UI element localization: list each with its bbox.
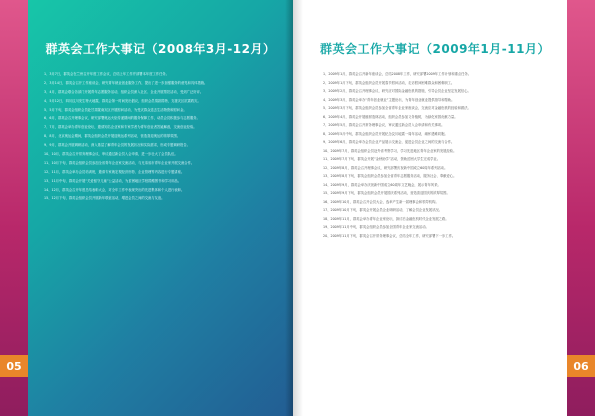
chronicle-entry: 8、8月，北京奥运会期间，群英会组织会员开展迎奥运系列活动，营造喜迎奥运的浓厚氛围。 — [44, 134, 181, 139]
chronicle-entry: 4、2009年3月，群英会举办“青年创业就业”主题论坛，为青年创业就业提供指导和帮助。 — [323, 97, 455, 102]
left-page-spine-shadow — [285, 0, 293, 416]
chronicle-entry: 6、6月，群英会召开理事会议，研究部署奥运火炬传递期间的服务保障工作，动员会员积极参与志愿服务。 — [44, 116, 200, 121]
right-side-strip — [567, 0, 595, 416]
chronicle-entry: 8、2009年5月中旬，群英会组织会员开展纪念汶川地震一周年活动，缅怀遇难同胞。 — [323, 131, 448, 136]
chronicle-entry: 1、3月7日，群英会在兰州召开年度工作会议，总结上年工作并部署本年度工作任务。 — [44, 72, 169, 76]
chronicle-entry: 18、2009年11月，群英会举办青年企业家论坛，探讨后金融危机时代企业发展之路。 — [323, 216, 449, 221]
chronicle-entry: 17、2009年10月下旬，群英会开展会员企业调研活动，了解会员企业发展状况。 — [323, 208, 442, 212]
chronicle-entry: 16、2009年10月，群英会召开会员大会，选举产生新一届理事会和领导机构。 — [323, 199, 439, 204]
chronicle-entry: 3、4月，群英会联合各部门开展青年志愿服务活动，组织会员深入社区、企业开展帮扶活动，受到广泛好评。 — [44, 89, 204, 94]
chronicle-entry: 6、2009年4月，群英会开展植树造林活动，组织会员参加义务植树，为绿化家园贡献力量。 — [323, 114, 458, 119]
left-page-entries — [38, 72, 278, 205]
left-page-title: 群英会工作大事记（2008年3月-12月） — [45, 42, 276, 56]
chronicle-entry: 12、11月，群英会举办会员培训班，邀请专家就宏观经济形势、企业管理等内容进行专题讲座。 — [44, 169, 185, 174]
chronicle-entry: 11、2009年7月下旬，群英会开展“金秋助学”活动，资助贫困大学生完成学业。 — [323, 157, 441, 161]
chronicle-entry: 7、7月，群英会举办青年创业论坛，邀请知名企业家和专家学者为青年创业者答疑解惑，交流创业经验。 — [44, 125, 197, 130]
chronicle-entry: 14、2009年9月，群英会举办庆祝新中国成立60周年文艺晚会，展示青年风采。 — [323, 182, 441, 187]
chronicle-entry: 10、2009年7月，群英会组织会员赴外省考察学习，学习先进地区青年企业家的发展经验。 — [323, 148, 457, 153]
chronicle-entry: 2、2009年1月下旬，群英会组织会员开展春节慰问活动，走访慰问困难群众和困难职工。 — [323, 80, 455, 85]
chronicle-entry: 11、10月下旬，群英会组织会员参加全省青年企业家交流活动，与兄弟省市青年企业家开展交流合作。 — [44, 160, 195, 165]
chronicle-entry: 19、2009年11月中旬，群英会组织会员参加全国青年企业家交流活动。 — [323, 225, 429, 229]
chronicle-entry: 13、11月中旬，群英会开展“关爱留守儿童”公益活动，为贫困地区学校捐赠图书和学习用品。 — [44, 178, 182, 183]
chronicle-entry: 5、2009年3月下旬，群英会组织会员参加全省青年企业家座谈会，交流应对金融危机的经验和做法。 — [323, 106, 471, 110]
page-number-tab-right: 06 — [567, 355, 595, 377]
chronicle-entry: 4、5月12日，四川汶川发生特大地震，群英会第一时间发出倡议，组织会员捐款捐物，支援灾区抗震救灾。 — [44, 98, 201, 103]
chronicle-entry: 3、2009年2月，群英会召开理事会议，研究应对国际金融危机的措施，引导会员企业坚定发展信心。 — [323, 89, 471, 93]
chronicle-entry: 2、3月14日，群英会召开工作座谈会，研究青年就业创业服务工作，提出了进一步加强服务的意见和具体措施。 — [44, 80, 208, 85]
chronicle-entry: 14、12月，群英会召开年度总结表彰大会，对全年工作中表现突出的先进集体和个人进行表彰。 — [44, 187, 185, 192]
right-page-entries — [317, 72, 553, 242]
chronicle-entry: 12、2009年8月，群英会召开理事会议，研究部署庆祝新中国成立60周年系列活动。 — [323, 165, 448, 170]
chronicle-entry: 5、5月下旬，群英会组织会员赴甘肃陇南灾区开展慰问活动，为受灾群众送去生活物资和慰问金。 — [44, 107, 187, 112]
chronicle-entry: 20、2009年11月下旬，群英会召开常务理事会议，总结全年工作，研究部署下一步工作。 — [323, 233, 456, 238]
left-page — [28, 0, 293, 416]
chronicle-entry: 9、2009年6月，群英会举办会员企业产品展示交流会，促进会员企业之间的交流与合作。 — [323, 140, 455, 144]
chronicle-entry: 1、2009年1月，群英会召开新年座谈会，总结2008年工作，研究部署2009年工作计划和重点任务。 — [323, 72, 472, 76]
chronicle-entry: 9、9月，群英会开展调研活动，深入基层了解青年会员的发展状况和实际需求，形成专题调研报告。 — [44, 143, 190, 148]
page-number-tab-left: 05 — [0, 355, 28, 377]
chronicle-entry: 7、2009年5月，群英会召开常务理事会议，审议通过新会员入会申请和有关事项。 — [323, 123, 445, 127]
chronicle-entry: 13、2009年8月下旬，群英会组织会员参加全省青年志愿服务活动，服务社会、奉献爱心。 — [323, 174, 457, 178]
right-page — [303, 0, 567, 416]
chronicle-entry: 15、12月下旬，群英会组织会员开展新年联谊活动，增进会员之间的交流与友谊。 — [44, 196, 165, 201]
book-gutter — [293, 0, 303, 416]
chronicle-entry: 10、10月，群英会召开常务理事会议，审议通过新会员入会申请，进一步壮大了会员队伍。 — [44, 152, 178, 157]
left-side-strip — [0, 0, 28, 416]
right-page-title: 群英会工作大事记（2009年1月-11月） — [320, 42, 550, 56]
chronicle-entry: 15、2009年9月下旬，群英会组织会员开展国庆系列活动，营造喜迎国庆的浓厚氛围。 — [323, 191, 450, 195]
